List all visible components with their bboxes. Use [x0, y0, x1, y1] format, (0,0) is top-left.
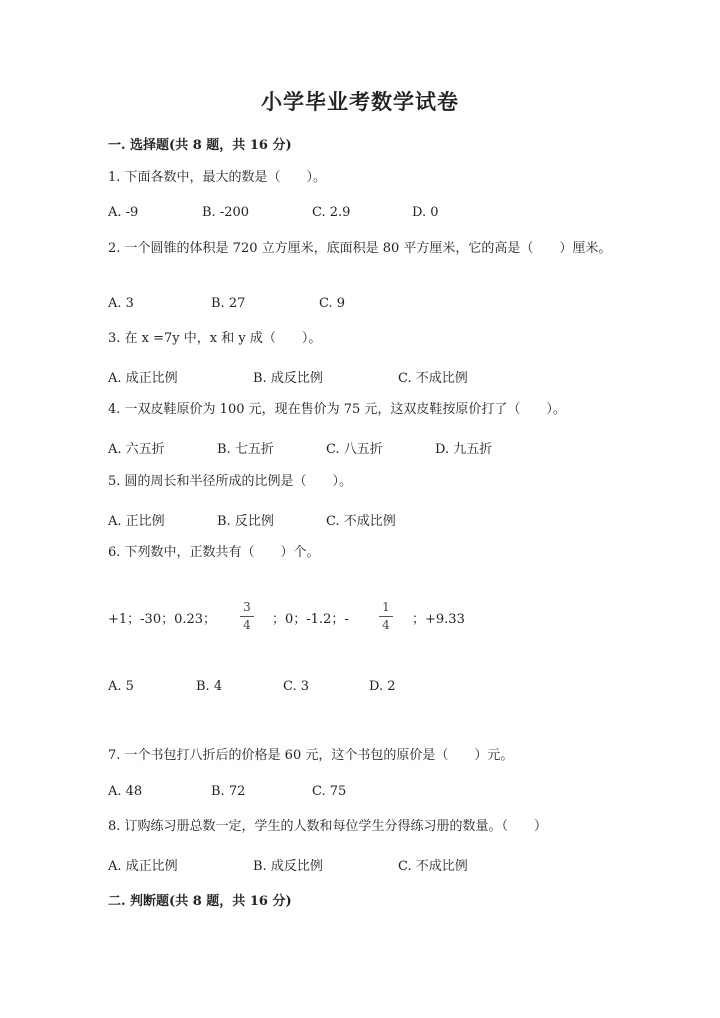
- option-d[interactable]: D. 九五折: [435, 442, 493, 457]
- option-a[interactable]: A. 成正比例: [108, 371, 178, 386]
- fraction-bar: [240, 616, 254, 617]
- option-c[interactable]: C. 不成比例: [326, 514, 396, 529]
- option-c[interactable]: C. 9: [319, 296, 346, 311]
- question-1-options: [108, 205, 668, 225]
- option-d[interactable]: D. 2: [369, 679, 396, 694]
- option-c[interactable]: C. 2.9: [312, 205, 351, 220]
- exam-title: 小学毕业考数学试卷: [261, 89, 459, 114]
- option-a[interactable]: A. 正比例: [108, 514, 165, 529]
- question-6-number-list: [108, 600, 668, 640]
- option-b[interactable]: B. 成反比例: [253, 371, 323, 386]
- question-5: 5. 圆的周长和半径所成的比例是（ ）。: [108, 474, 353, 489]
- question-7: 7. 一个书包打八折后的价格是 60 元，这个书包的原价是（ ）元。: [108, 748, 514, 763]
- section-heading-judgment: 二. 判断题(共 8 题，共 16 分): [108, 894, 292, 909]
- question-6-options: [108, 679, 668, 699]
- section-heading-choice: 一. 选择题(共 8 题，共 16 分): [108, 138, 292, 153]
- option-c[interactable]: C. 3: [283, 679, 310, 694]
- option-d[interactable]: D. 0: [412, 205, 439, 220]
- option-b[interactable]: B. -200: [202, 205, 250, 220]
- question-2-options: [108, 296, 668, 316]
- fraction-denominator: 4: [243, 618, 251, 632]
- fraction-one-quarter: [379, 600, 393, 633]
- option-c[interactable]: C. 75: [312, 784, 347, 799]
- fraction-numerator: 1: [382, 600, 390, 614]
- question-8: 8. 订购练习册总数一定，学生的人数和每位学生分得练习册的数量。（ ）: [108, 819, 548, 834]
- option-a[interactable]: A. 48: [108, 784, 143, 799]
- option-c[interactable]: C. 不成比例: [398, 371, 468, 386]
- option-a[interactable]: A. 成正比例: [108, 859, 178, 874]
- number-list-part-1: +1；-30；0.23；: [108, 612, 217, 627]
- fraction-denominator: 4: [382, 618, 390, 632]
- fraction-numerator: 3: [243, 600, 251, 614]
- option-a[interactable]: A. -9: [108, 205, 139, 220]
- option-c[interactable]: C. 八五折: [326, 442, 383, 457]
- fraction-bar: [379, 616, 393, 617]
- question-4: 4. 一双皮鞋原价为 100 元，现在售价为 75 元，这双皮鞋按原价打了（ ）。: [108, 402, 566, 417]
- option-b[interactable]: B. 4: [196, 679, 223, 694]
- question-5-options: [108, 510, 668, 530]
- question-4-options: [108, 438, 668, 458]
- fraction-three-quarters: [240, 600, 254, 633]
- number-list-part-2: ；0；-1.2；-: [272, 612, 349, 627]
- option-a[interactable]: A. 六五折: [108, 442, 165, 457]
- number-list-part-3: ；+9.33: [412, 612, 465, 627]
- option-b[interactable]: B. 成反比例: [253, 859, 323, 874]
- option-a[interactable]: A. 3: [108, 296, 134, 311]
- question-2: 2. 一个圆锥的体积是 720 立方厘米，底面积是 80 平方厘米，它的高是（ ）厘米。: [108, 241, 612, 256]
- option-b[interactable]: B. 72: [211, 784, 246, 799]
- option-b[interactable]: B. 反比例: [217, 514, 274, 529]
- question-3-options: [108, 367, 668, 387]
- option-a[interactable]: A. 5: [108, 679, 134, 694]
- question-7-options: [108, 784, 668, 804]
- question-8-options: [108, 855, 668, 875]
- option-b[interactable]: B. 七五折: [217, 442, 274, 457]
- question-3: 3. 在 x =7y 中，x 和 y 成（ ）。: [108, 331, 322, 346]
- question-6: 6. 下列数中，正数共有（ ）个。: [108, 545, 320, 560]
- option-c[interactable]: C. 不成比例: [398, 859, 468, 874]
- option-b[interactable]: B. 27: [211, 296, 246, 311]
- question-1: 1. 下面各数中，最大的数是（ ）。: [108, 170, 327, 185]
